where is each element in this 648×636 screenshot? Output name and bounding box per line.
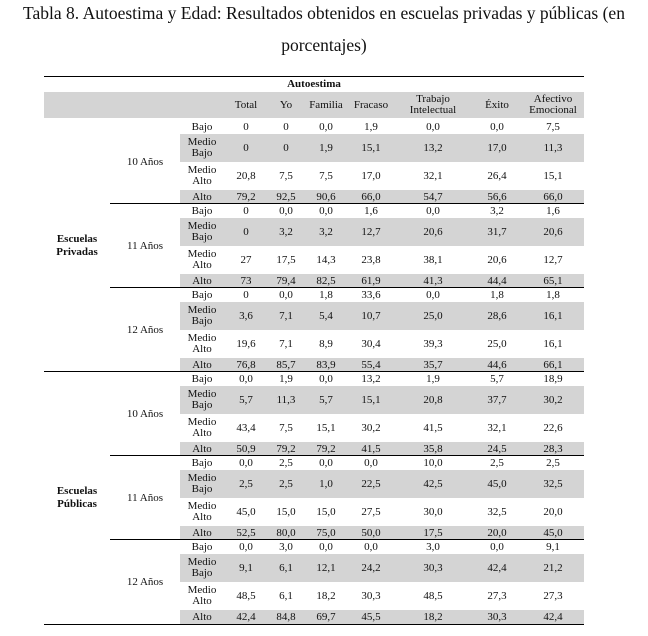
- level-label: Bajo: [191, 204, 213, 217]
- table-cell: 0,0: [279, 288, 293, 301]
- level-label: Medio Bajo: [187, 304, 217, 327]
- table-row: [180, 274, 584, 288]
- table-cell: 1,6: [364, 204, 378, 217]
- table-cell: 30,3: [423, 561, 443, 574]
- table-cell: 1,9: [319, 141, 333, 154]
- level-label: Medio Bajo: [187, 388, 217, 411]
- table-cell: 92,5: [276, 190, 296, 203]
- table-row: [180, 288, 584, 302]
- table-row: [180, 134, 584, 162]
- level-label: Bajo: [191, 456, 213, 469]
- table-cell: 41,5: [361, 442, 381, 455]
- table-cell: 1,0: [319, 477, 333, 490]
- table-cell: 42,4: [236, 610, 256, 623]
- table-cell: 50,0: [361, 526, 381, 539]
- table-cell: 27,3: [487, 589, 507, 602]
- table-cell: 20,8: [423, 393, 443, 406]
- table-cell: 0: [243, 120, 249, 133]
- table-cell: 45,0: [236, 505, 256, 518]
- table-row: [180, 582, 584, 610]
- level-label: Alto: [192, 358, 212, 371]
- table-cell: 0,0: [239, 540, 253, 553]
- table-cell: 0: [243, 141, 249, 154]
- table-cell: 8,9: [319, 337, 333, 350]
- table-cell: 11,3: [276, 393, 296, 406]
- table-cell: 15,1: [361, 393, 381, 406]
- table-row: [180, 330, 584, 358]
- table-cell: 0,0: [426, 204, 440, 217]
- table-cell: 13,2: [423, 141, 443, 154]
- col-header-yo: Yo: [279, 98, 293, 111]
- table-cell: 37,7: [487, 393, 507, 406]
- table-row: [180, 162, 584, 190]
- table-cell: 48,5: [423, 589, 443, 602]
- table-cell: 30,3: [361, 589, 381, 602]
- table-cell: 0,0: [490, 120, 504, 133]
- table-cell: 11,3: [543, 141, 563, 154]
- level-label: Medio Alto: [187, 416, 217, 439]
- table-cell: 12,7: [543, 253, 563, 266]
- table-cell: 79,2: [316, 442, 336, 455]
- table-cell: 15,0: [316, 505, 336, 518]
- table-cell: 3,2: [319, 225, 333, 238]
- table-cell: 15,0: [276, 505, 296, 518]
- table-cell: 14,3: [316, 253, 336, 266]
- table-cell: 43,4: [236, 421, 256, 434]
- table-cell: 0,0: [364, 456, 378, 469]
- table-cell: 3,2: [490, 204, 504, 217]
- table-cell: 82,5: [316, 274, 336, 287]
- table-cell: 0,0: [426, 288, 440, 301]
- table-cell: 17,5: [276, 253, 296, 266]
- table-cell: 85,7: [276, 358, 296, 371]
- table-cell: 45,0: [487, 477, 507, 490]
- level-label: Alto: [192, 274, 212, 287]
- table-cell: 3,0: [279, 540, 293, 553]
- table-cell: 41,5: [423, 421, 443, 434]
- table-row: [180, 302, 584, 330]
- table-cell: 30,0: [423, 505, 443, 518]
- table-cell: 15,1: [316, 421, 336, 434]
- table-cell: 20,6: [487, 253, 507, 266]
- super-header-autoestima: Autoestima: [287, 78, 341, 90]
- table-cell: 2,5: [279, 477, 293, 490]
- table-cell: 39,3: [423, 337, 443, 350]
- table-cell: 18,9: [543, 372, 563, 385]
- table-row: [180, 456, 584, 470]
- table-cell: 66,1: [543, 358, 563, 371]
- table-cell: 44,6: [487, 358, 507, 371]
- table-row: [180, 204, 584, 218]
- table-row: [180, 414, 584, 442]
- table-cell: 6,1: [279, 561, 293, 574]
- table-cell: 73: [240, 274, 252, 287]
- table-row: [180, 498, 584, 526]
- table-cell: 13,2: [361, 372, 381, 385]
- table-cell: 28,3: [543, 442, 563, 455]
- age-label: 12 Años: [126, 576, 164, 588]
- table-cell: 0: [243, 288, 249, 301]
- table-cell: 0,0: [239, 456, 253, 469]
- table-cell: 7,1: [279, 337, 293, 350]
- table-cell: 0: [243, 225, 249, 238]
- table-cell: 26,4: [487, 169, 507, 182]
- table-cell: 30,3: [487, 610, 507, 623]
- table-cell: 1,6: [546, 204, 560, 217]
- table-cell: 32,1: [487, 421, 507, 434]
- level-label: Medio Bajo: [187, 472, 217, 495]
- table-cell: 19,6: [236, 337, 256, 350]
- table-cell: 18,2: [316, 589, 336, 602]
- table-cell: 45,5: [361, 610, 381, 623]
- table-title-line-2: porcentajes): [281, 35, 367, 55]
- table-cell: 17,0: [361, 169, 381, 182]
- table-cell: 25,0: [487, 337, 507, 350]
- table-cell: 44,4: [487, 274, 507, 287]
- table-cell: 7,5: [279, 169, 293, 182]
- table-cell: 24,2: [361, 561, 381, 574]
- table-cell: 3,2: [279, 225, 293, 238]
- table-cell: 2,5: [546, 456, 560, 469]
- table-cell: 42,4: [543, 610, 563, 623]
- table-cell: 2,5: [490, 456, 504, 469]
- table-cell: 79,2: [236, 190, 256, 203]
- table-cell: 0,0: [490, 540, 504, 553]
- table-cell: 22,5: [361, 477, 381, 490]
- table-row: [180, 218, 584, 246]
- table-cell: 50,9: [236, 442, 256, 455]
- table-cell: 2,5: [239, 477, 253, 490]
- table-cell: 1,8: [490, 288, 504, 301]
- table-cell: 41,3: [423, 274, 443, 287]
- table-row: [180, 610, 584, 624]
- table-cell: 18,2: [423, 610, 443, 623]
- table-cell: 38,1: [423, 253, 443, 266]
- table-row: [180, 540, 584, 554]
- col-header-trabajo-intelectual: Trabajo Intelectual: [409, 93, 457, 116]
- table-cell: 5,7: [490, 372, 504, 385]
- table-row: [180, 526, 584, 540]
- table-cell: 1,9: [364, 120, 378, 133]
- table-cell: 66,0: [361, 190, 381, 203]
- table-cell: 20,6: [543, 225, 563, 238]
- table-cell: 3,0: [426, 540, 440, 553]
- table-cell: 20,6: [423, 225, 443, 238]
- table-cell: 52,5: [236, 526, 256, 539]
- table-cell: 42,5: [423, 477, 443, 490]
- level-label: Medio Bajo: [187, 220, 217, 243]
- table-cell: 75,0: [316, 526, 336, 539]
- table-cell: 35,8: [423, 442, 443, 455]
- table-cell: 0,0: [279, 204, 293, 217]
- table-cell: 1,9: [426, 372, 440, 385]
- table-cell: 45,0: [543, 526, 563, 539]
- table-row: [180, 442, 584, 456]
- table-cell: 5,7: [319, 393, 333, 406]
- table-cell: 16,1: [543, 337, 563, 350]
- table-cell: 2,5: [279, 456, 293, 469]
- level-label: Bajo: [191, 372, 213, 385]
- table-cell: 7,1: [279, 309, 293, 322]
- table-row: [180, 372, 584, 386]
- col-header-afectivo-emocional: Afectivo Emocional: [529, 93, 577, 116]
- level-label: Medio Alto: [187, 248, 217, 271]
- table-cell: 6,1: [279, 589, 293, 602]
- table-cell: 0,0: [364, 540, 378, 553]
- table-cell: 31,7: [487, 225, 507, 238]
- table-cell: 16,1: [543, 309, 563, 322]
- bottom-rule: [44, 624, 584, 625]
- table-cell: 30,4: [361, 337, 381, 350]
- level-label: Bajo: [191, 120, 213, 133]
- table-cell: 65,1: [543, 274, 563, 287]
- table-cell: 15,1: [361, 141, 381, 154]
- table-cell: 56,6: [487, 190, 507, 203]
- table-cell: 12,1: [316, 561, 336, 574]
- table-cell: 0,0: [426, 120, 440, 133]
- level-label: Medio Bajo: [187, 556, 217, 579]
- table-cell: 10,0: [423, 456, 443, 469]
- level-label: Alto: [192, 610, 212, 623]
- table-cell: 30,2: [361, 421, 381, 434]
- table-row: [180, 246, 584, 274]
- table-cell: 0: [283, 141, 289, 154]
- table-cell: 32,5: [487, 505, 507, 518]
- level-label: Medio Alto: [187, 164, 217, 187]
- table-cell: 84,8: [276, 610, 296, 623]
- column-header-row: [44, 92, 584, 118]
- school-label: Escuelas Privadas: [56, 233, 98, 258]
- table-cell: 1,8: [546, 288, 560, 301]
- table-cell: 20,8: [236, 169, 256, 182]
- table-title-line-1: Tabla 8. Autoestima y Edad: Resultados obtenidos en escuelas privadas y públicas (en: [23, 3, 625, 23]
- table-cell: 79,2: [276, 442, 296, 455]
- table-row: [180, 358, 584, 372]
- table-cell: 23,8: [361, 253, 381, 266]
- table-cell: 1,8: [319, 288, 333, 301]
- table-cell: 83,9: [316, 358, 336, 371]
- table-cell: 7,5: [319, 169, 333, 182]
- table-cell: 15,1: [543, 169, 563, 182]
- table-cell: 28,6: [487, 309, 507, 322]
- col-header-exito: Éxito: [485, 98, 509, 111]
- table-cell: 0: [243, 204, 249, 217]
- table-cell: 7,5: [546, 120, 560, 133]
- table-cell: 30,2: [543, 393, 563, 406]
- table-cell: 0,0: [239, 372, 253, 385]
- table-cell: 0,0: [319, 540, 333, 553]
- table-cell: 42,4: [487, 561, 507, 574]
- age-label: 10 Años: [126, 408, 164, 420]
- table-cell: 12,7: [361, 225, 381, 238]
- table-row: [180, 554, 584, 582]
- table-cell: 0,0: [319, 120, 333, 133]
- table-cell: 90,6: [316, 190, 336, 203]
- table-cell: 9,1: [546, 540, 560, 553]
- table-row: [180, 470, 584, 498]
- table-cell: 3,6: [239, 309, 253, 322]
- table-cell: 32,1: [423, 169, 443, 182]
- table-cell: 5,7: [239, 393, 253, 406]
- table-cell: 48,5: [236, 589, 256, 602]
- age-label: 10 Años: [126, 156, 164, 168]
- level-label: Medio Bajo: [187, 136, 217, 159]
- table-cell: 32,5: [543, 477, 563, 490]
- table-cell: 9,1: [239, 561, 253, 574]
- table-cell: 33,6: [361, 288, 381, 301]
- table-cell: 0,0: [319, 204, 333, 217]
- table-cell: 35,7: [423, 358, 443, 371]
- table-cell: 24,5: [487, 442, 507, 455]
- table-cell: 0,0: [319, 372, 333, 385]
- table-cell: 54,7: [423, 190, 443, 203]
- age-label: 12 Años: [126, 324, 164, 336]
- table-row: [180, 120, 584, 134]
- table-row: [180, 190, 584, 204]
- table-cell: 61,9: [361, 274, 381, 287]
- table-cell: 7,5: [279, 421, 293, 434]
- table-cell: 20,0: [543, 505, 563, 518]
- table-cell: 5,4: [319, 309, 333, 322]
- level-label: Medio Alto: [187, 332, 217, 355]
- level-label: Bajo: [191, 288, 213, 301]
- table-cell: 79,4: [276, 274, 296, 287]
- table-cell: 27,5: [361, 505, 381, 518]
- table-cell: 27,3: [543, 589, 563, 602]
- table-cell: 1,9: [279, 372, 293, 385]
- table-cell: 17,5: [423, 526, 443, 539]
- table-cell: 21,2: [543, 561, 563, 574]
- table-cell: 66,0: [543, 190, 563, 203]
- level-label: Alto: [192, 190, 212, 203]
- age-label: 11 Años: [127, 492, 163, 504]
- table-cell: 76,8: [236, 358, 256, 371]
- table-cell: 10,7: [361, 309, 381, 322]
- table-cell: 27: [240, 253, 252, 266]
- table-cell: 55,4: [361, 358, 381, 371]
- level-label: Medio Alto: [187, 584, 217, 607]
- level-label: Alto: [192, 526, 212, 539]
- table-cell: 0: [283, 120, 289, 133]
- table-cell: 25,0: [423, 309, 443, 322]
- table-cell: 20,0: [487, 526, 507, 539]
- school-label: Escuelas Públicas: [56, 485, 98, 510]
- table-cell: 80,0: [276, 526, 296, 539]
- table-row: [180, 386, 584, 414]
- table-cell: 17,0: [487, 141, 507, 154]
- level-label: Bajo: [191, 540, 213, 553]
- col-header-total: Total: [234, 98, 258, 111]
- level-label: Medio Alto: [187, 500, 217, 523]
- table-cell: 22,6: [543, 421, 563, 434]
- col-header-fracaso: Fracaso: [353, 98, 389, 111]
- col-header-familia: Familia: [309, 98, 343, 111]
- table-cell: 0,0: [319, 456, 333, 469]
- level-label: Alto: [192, 442, 212, 455]
- table-cell: 69,7: [316, 610, 336, 623]
- age-label: 11 Años: [127, 240, 163, 252]
